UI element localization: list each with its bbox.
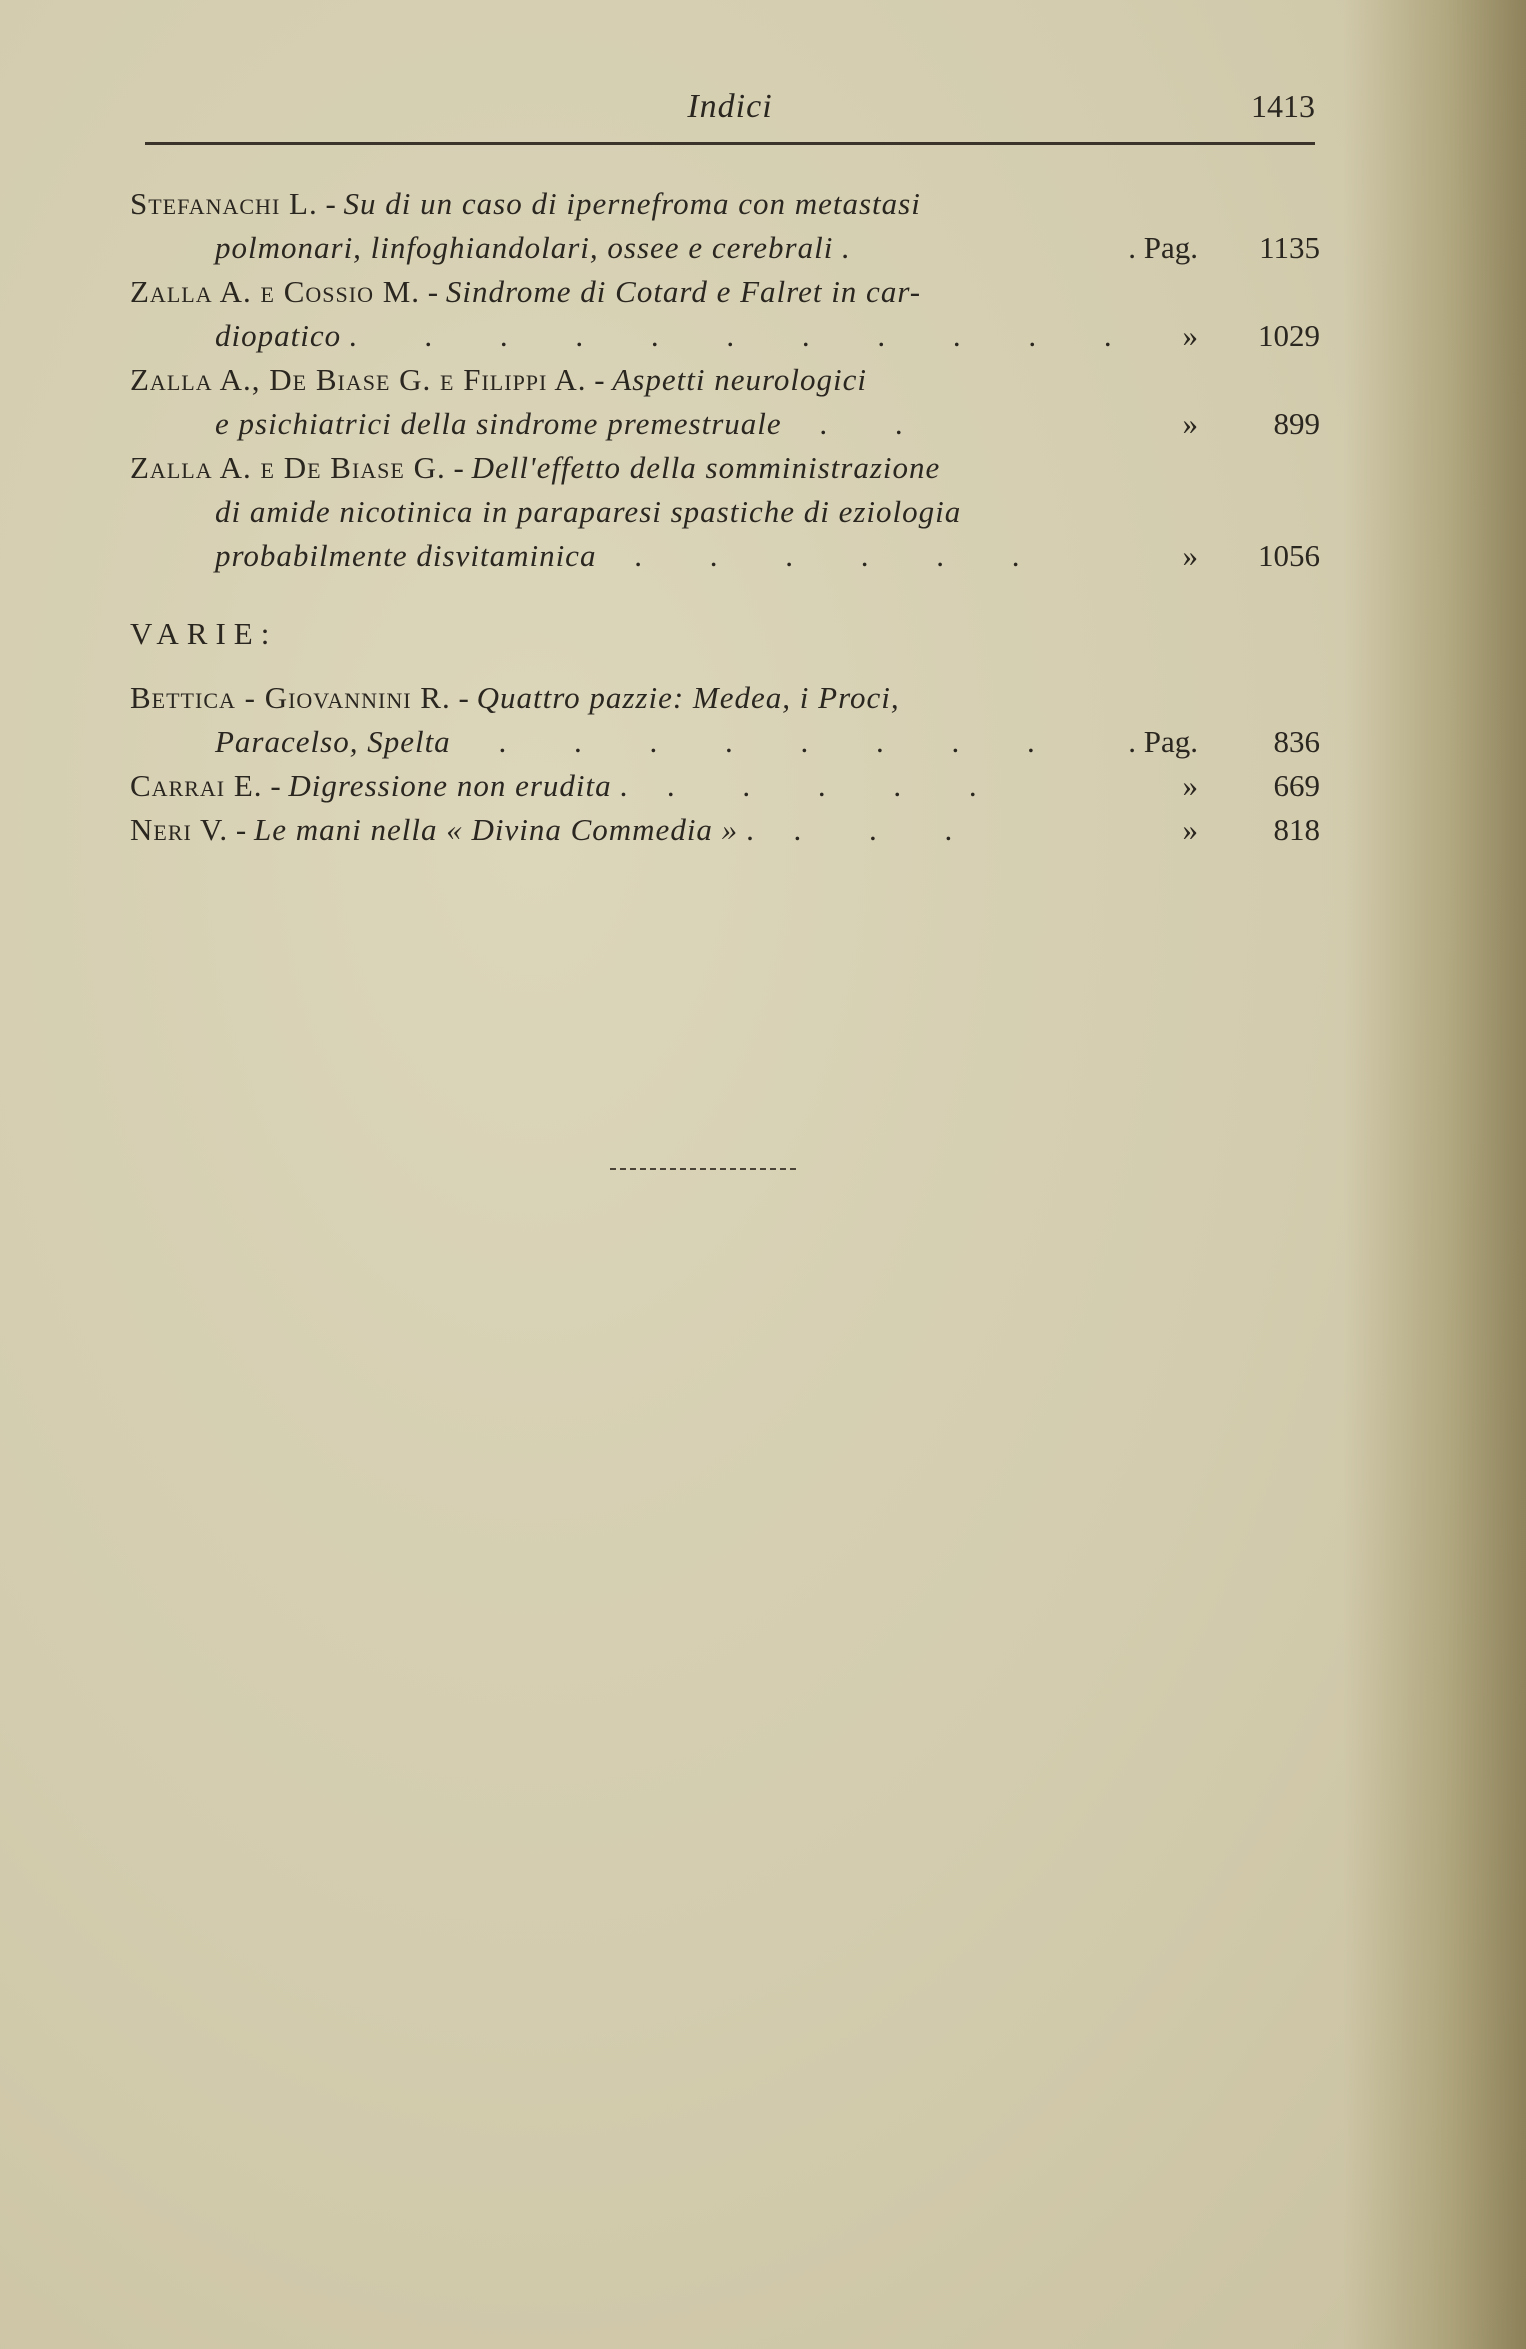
entry-page-number: 669: [1273, 768, 1320, 803]
leader-dots: . . .: [793, 812, 983, 847]
index-entry-line: Bettica - Giovannini R. - Quattro pazzie: Medea, i Proci,: [130, 680, 900, 715]
section-heading-varie: VARIE:: [130, 616, 278, 651]
header-rule: [145, 142, 1315, 145]
entry-page-number: 1056: [1258, 538, 1320, 573]
header-page-number: 1413: [1251, 88, 1315, 124]
entry-page-label: . Pag.: [1128, 230, 1198, 265]
index-entry-line: [130, 226, 1320, 270]
entry-page-number: 899: [1273, 406, 1320, 441]
entry-title: Dell'effetto della somministrazione: [471, 450, 941, 485]
index-entry-line: Carrai E. - Digressione non erudita . . . . . . » 669: [130, 764, 1320, 808]
entry-author: Stefanachi L.: [130, 186, 318, 221]
entry-page-label: »: [1182, 812, 1198, 847]
index-entry-line: [130, 402, 1320, 446]
entry-title: Digressione non erudita .: [288, 768, 630, 803]
entry-author: Neri V.: [130, 812, 229, 847]
entry-title: Paracelso, Spelta: [215, 724, 451, 759]
entry-title: Quattro pazzie: Medea, i Proci,: [476, 680, 900, 715]
entry-title: probabilmente disvitaminica: [215, 538, 597, 573]
index-entry-line: Neri V. - Le mani nella « Divina Commedia » . . . . » 818: [130, 808, 1320, 852]
index-entry-line: Stefanachi L. - Su di un caso di ipernefroma con metastasi: [130, 186, 921, 221]
entry-author: Zalla A., De Biase G. e Filippi A.: [130, 362, 587, 397]
entry-author: Zalla A. e Cossio M.: [130, 274, 421, 309]
index-entry-line: Zalla A. e Cossio M. - Sindrome di Cotard e Falret in car-: [130, 274, 922, 309]
index-entry-line: [130, 490, 1320, 534]
index-entry-line: Zalla A. e De Biase G. - Dell'effetto della somministrazione: [130, 450, 941, 485]
entry-title: di amide nicotinica in paraparesi spastiche di eziologia: [215, 494, 962, 529]
entry-page-number: 1029: [1258, 318, 1320, 353]
entry-author: Bettica - Giovannini R.: [130, 680, 451, 715]
entry-page-label: . Pag.: [1128, 724, 1198, 759]
leader-dots: . . . . . .: [634, 538, 1050, 573]
entry-page-label: »: [1182, 538, 1198, 573]
entry-title: diopatico: [215, 318, 342, 353]
entry-title: Aspetti neurologici: [612, 362, 867, 397]
index-entry-line: [130, 534, 1320, 578]
end-rule: [610, 1168, 796, 1170]
header-title: Indici: [687, 88, 773, 125]
index-entries: [130, 182, 1320, 578]
entry-page-number: 818: [1273, 812, 1320, 847]
leader-dots: . . . . .: [666, 768, 1007, 803]
varie-entries: [130, 676, 1320, 852]
entry-page-number: 1135: [1259, 230, 1320, 265]
entry-page-label: »: [1182, 406, 1198, 441]
entry-title: Sindrome di Cotard e Falret in car-: [445, 274, 922, 309]
entry-page-label: »: [1182, 768, 1198, 803]
entry-page-number: 836: [1273, 724, 1320, 759]
index-entry-line: Zalla A., De Biase G. e Filippi A. - Aspetti neurologici: [130, 362, 867, 397]
entry-title: Le mani nella « Divina Commedia » .: [254, 812, 756, 847]
entry-title: Su di un caso di ipernefroma con metastasi: [343, 186, 921, 221]
running-header: [145, 88, 1315, 144]
index-entry-line: [130, 314, 1320, 358]
leader-dots: . . . . . . . . . . .: [348, 318, 1142, 353]
entry-title: e psichiatrici della sindrome premestruale: [215, 406, 782, 441]
leader-dots: . .: [819, 406, 933, 441]
leader-dots: . . . . . . . .: [498, 724, 1065, 759]
entry-author: Carrai E.: [130, 768, 263, 803]
index-entry-line: [130, 720, 1320, 764]
entry-title: polmonari, linfoghiandolari, ossee e cerebrali .: [215, 230, 851, 265]
entry-page-label: »: [1182, 318, 1198, 353]
entry-author: Zalla A. e De Biase G.: [130, 450, 446, 485]
